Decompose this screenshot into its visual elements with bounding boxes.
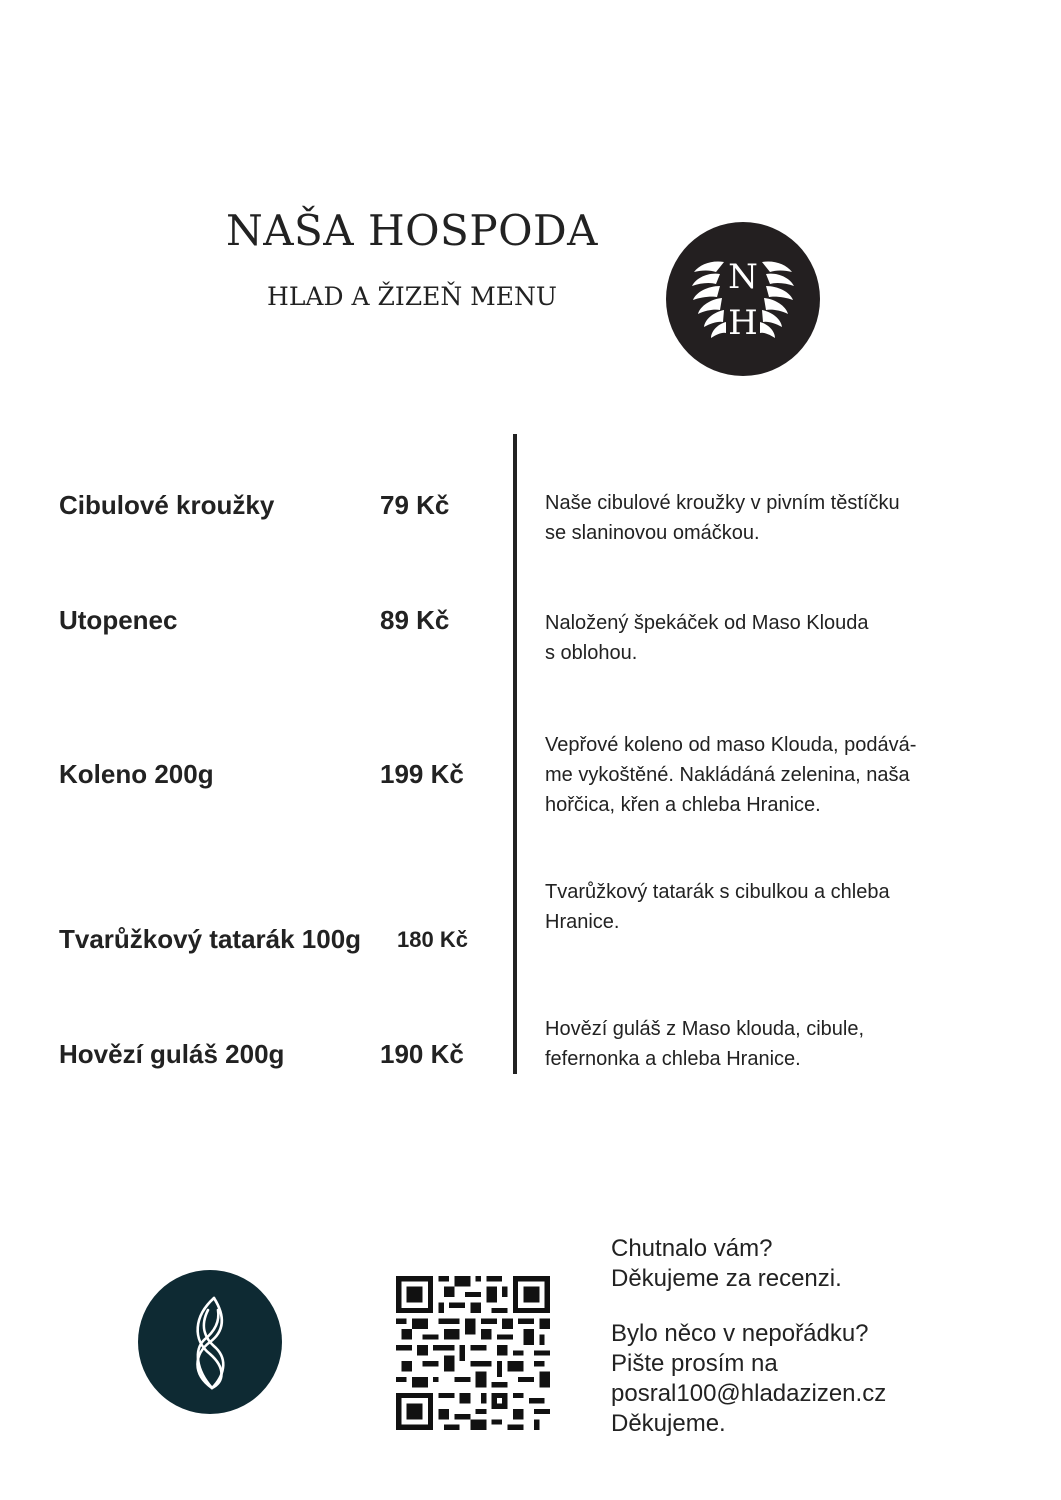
menu-item-description: Tvarůžkový tatarák s cibulkou a chleba Hranice. <box>545 881 890 933</box>
qr-code-icon <box>396 1276 550 1430</box>
logo-letter-n: N <box>728 257 758 297</box>
column-divider <box>513 434 517 1074</box>
leaf-logo <box>138 1270 282 1414</box>
menu-item-name: Cibulové kroužky <box>59 490 275 520</box>
menu-item-price: 79 Kč <box>380 490 450 520</box>
restaurant-title: NAŠA HOSPODA <box>225 206 599 255</box>
menu-item-price: 190 Kč <box>380 1039 464 1069</box>
logo-letter-h: H <box>728 303 758 343</box>
review-message: Chutnalo vám? Děkujeme za recenzi. <box>611 1235 842 1292</box>
menu-item-price: 199 Kč <box>380 759 464 789</box>
menu-item-description: Naše cibulové kroužky v pivním těstíčku se slaninovou omáčkou. <box>545 492 900 544</box>
menu-subtitle: HLAD A ŽIZEŇ MENU <box>267 282 557 311</box>
menu-item-price: 89 Kč <box>380 605 450 635</box>
hop-wings-logo-icon <box>666 222 820 376</box>
menu-item-name: Koleno 200g <box>59 759 214 789</box>
contact-email-link[interactable]: posral100@hladazizen.cz <box>611 1380 887 1407</box>
menu-item-description: Hovězí guláš z Maso klouda, cibule, fefernonka a chleba Hranice. <box>545 1018 865 1070</box>
menu-item-description: Vepřové koleno od maso Klouda, podává- me vykoštěné. Nakládáná zelenina, naša hořčica, křen a chleba Hranice. <box>545 734 917 816</box>
menu-item-description: Naložený špekáček od Maso Klouda s oblohou. <box>545 612 869 664</box>
menu-item-name: Tvarůžkový tatarák 100g <box>59 924 362 954</box>
qr-code[interactable] <box>396 1276 550 1430</box>
complaint-message: Bylo něco v nepořádku? Pište prosím na posral100@hladazizen.cz Děkujeme. <box>611 1319 1031 1439</box>
menu-item-price: 180 Kč <box>397 927 468 952</box>
menu-item-name: Utopenec <box>59 605 178 635</box>
menu-item-name: Hovězí guláš 200g <box>59 1039 285 1069</box>
braided-leaf-icon <box>138 1270 282 1414</box>
nh-logo <box>666 222 820 376</box>
